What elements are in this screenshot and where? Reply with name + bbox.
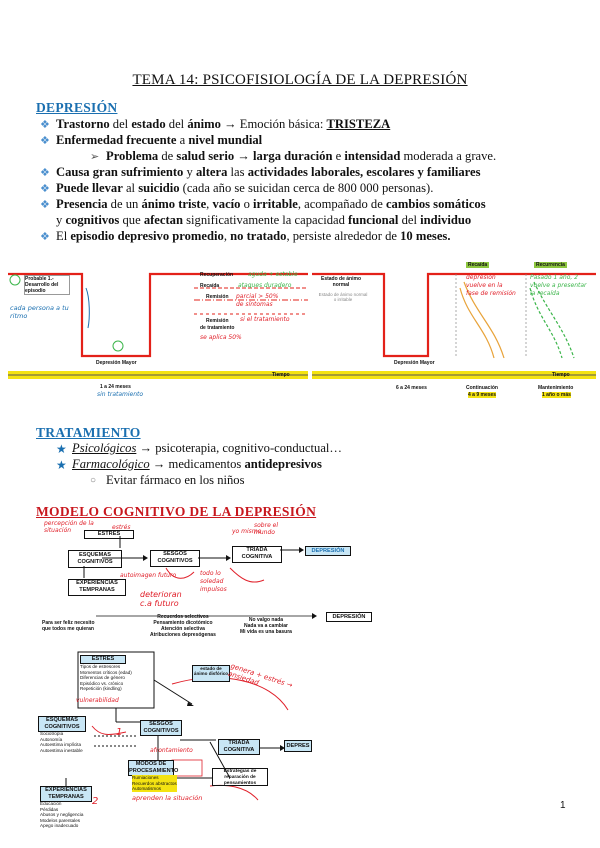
d3-triada: TRIADA COGNITIVA [218, 739, 260, 755]
bullet-3: ❖ Causa gran sufrimiento y altera las actividades laborales, escolares y familiares [40, 165, 481, 179]
diagram1-r3-hand: parcial > 50% [236, 293, 279, 300]
section-heading-tratamiento: TRATAMIENTO [36, 425, 141, 440]
tratamiento-3: ○ Evitar fármaco en los niños [90, 473, 245, 487]
d3-hand-1: genera + estrés → ansiedad [227, 662, 294, 690]
d2-hand-3: estrés [112, 524, 131, 531]
diagram1-m2b: 4 a 9 meses [468, 392, 497, 398]
tratamiento-2: ★ Farmacológico → medicamentos antidepresivos [56, 457, 322, 472]
bullet-2: ❖ Enfermedad frecuente a nivel mundial [40, 133, 263, 147]
d3-estres: ESTRÉS [80, 655, 126, 664]
d2-sesgos: SESGOS COGNITIVOS [150, 550, 200, 567]
d3-depres: DEPRES [284, 740, 312, 752]
diagram1-mid-label: Depresión Mayor [96, 360, 137, 366]
bullet-6: ❖ El episodio depresivo promedio, no tratado, persiste alrededor de 10 meses. [40, 229, 451, 243]
bullet-1: ❖ Trastorno del estado del ánimo → Emoción básica: TRISTEZA [40, 117, 391, 131]
diagram1-hand-recurrencia: Pasado 1 año, 2 vuelve a presentar la recaída [530, 274, 587, 297]
diagram1-r1: Recuperación [200, 272, 234, 278]
d2-estres: ESTRÉS [84, 530, 134, 539]
d2-row-a: Para ser feliz necesito que todos me quieran [42, 620, 95, 632]
d3-estado: estado de ánimo disfórico [192, 665, 230, 682]
diagram1-tiempo2: Tiempo [552, 372, 570, 378]
diagram1-left-box: Probable 1.- Desarrollo del episodio [24, 275, 70, 295]
diagram1-m1: 6 a 24 meses [396, 385, 427, 391]
diagram1-mid-sub: 1 a 24 meses [100, 384, 131, 390]
page-title: TEMA 14: PSICOFISIOLOGÍA DE LA DEPRESIÓN [132, 72, 468, 88]
diagram1-r3-hand2: de síntomas [236, 301, 273, 308]
d3-experiencias: EXPERIENCIAS TEMPRANAS [40, 786, 92, 802]
diagram1-m3b: 1 año o más [542, 392, 571, 398]
diagram1-m3: Mantenimiento [538, 385, 574, 391]
d3-experiencias-list: Educación Pérdidas Abusos y negligencia Modelos parentales Apego inadecuado [40, 801, 84, 829]
d3-hand-4: aprenden la situación [132, 794, 203, 802]
d2-hand-1: percepción de la situación [44, 520, 94, 534]
diagram1-r1-hand: aguda + estable [248, 271, 298, 278]
diagram1-recurrencia: Recurrencia [536, 262, 565, 268]
diagram1-r2: Recaída [200, 283, 220, 289]
diagram1-mid-sub2: sin tratamiento [97, 391, 144, 398]
diagram1-r4-hand2: si el tratamiento [240, 316, 290, 323]
d3-estrategias: Estrategias de reparación de pensamientos [212, 768, 268, 786]
diagram1-r4: Remisión [206, 318, 229, 324]
diagram1-r4-hand: de tratamiento [200, 325, 235, 331]
d3-hand-3: afrontamiento [150, 747, 193, 754]
d2-row-c: No valgo nada Nada va a cambiar Mi vida es una basura [240, 617, 292, 635]
d3-esquemas: ESQUEMAS COGNITIVOS [38, 716, 86, 732]
d2-triada: TRIADA COGNITIVA [232, 546, 282, 563]
d2-row-d: DEPRESIÓN [326, 612, 372, 622]
section-heading-modelo: MODELO COGNITIVO DE LA DEPRESIÓN [36, 504, 317, 519]
d2-hand-7: todo lo soledad impulsos [200, 570, 227, 593]
d3-modos: MODOS DE PROCESAMIENTO [129, 761, 179, 774]
diagram1-hand-recaida: depresión vuelve en la fase de remisión [466, 274, 516, 297]
section-heading-depresion: DEPRESIÓN [36, 100, 118, 115]
d3-esquemas-list: Sociotropía Autonomía Autoestima implícita Autoestima inestable [40, 731, 83, 753]
d2-hand-4: sobre el mundo [254, 522, 279, 536]
bullet-5: ❖ Presencia de un ánimo triste, vacío o irritable, acompañado de cambios somáticos y cognitivos que afectan significativamente la capacidad funcional del individuo [40, 197, 486, 228]
diagram1-r3: Remisión [206, 294, 229, 300]
d2-depresion: DEPRESIÓN [305, 546, 351, 556]
tratamiento-1: ★ Psicológicos → psicoterapia, cognitivo-conductual… [56, 441, 342, 456]
bullet-4: ❖ Puede llevar al suicidio (cada año se suicidan cerca de 800 000 personas). [40, 181, 434, 195]
d2-esquemas: ESQUEMAS COGNITIVOS [68, 550, 122, 568]
d3-num-2: 2 [92, 796, 99, 807]
d2-hand-5: autoimagen futuro [120, 572, 177, 579]
d2-hand-6: deterioran c.a futuro [140, 590, 182, 608]
d2-row-b: Recuerdos selectivos Pensamiento dicotómico Atención selectiva Atribuciones depresógenas [150, 614, 216, 638]
d2-hand-2: yo mismo [232, 528, 262, 535]
d3-num-1: 1 [116, 727, 123, 738]
diagram1-m2: Continuación [466, 385, 498, 391]
d2-experiencias: EXPERIENCIAS TEMPRANAS [68, 579, 126, 596]
diagram1-right-title: Estado de ánimo normal [320, 276, 361, 288]
page-number: 1 [560, 800, 566, 811]
diagram1-recaida: Recaída [468, 262, 488, 268]
diagram1-annotation-cada: cada persona a tu ritmo [10, 304, 69, 320]
diagram1-r4-hand3: se aplica 50% [200, 334, 242, 341]
diagram1-tiempo: Tiempo [272, 372, 290, 378]
diagram1-right-sub: Estado de ánimo normal o irritable [318, 292, 368, 302]
d3-hand-2: vulnerabilidad [76, 697, 119, 704]
bullet-2-sub: ➢ Problema de salud serio → larga duración e intensidad moderada a grave. [90, 149, 497, 163]
d3-modos-list: Rumiaciones Recuerdos abstractos Automatismos [132, 775, 177, 792]
d3-sesgos: SESGOS COGNITIVOS [140, 720, 182, 736]
d3-estres-list: Tipos de estresores Momentos críticos (edad) Diferencias de género Episódico vs. crónico Repetición (kindling) [80, 664, 132, 692]
diagram1-r2-hand: ataques duradero [238, 282, 292, 289]
diagram1-dep-mayor2: Depresión Mayor [394, 360, 435, 366]
